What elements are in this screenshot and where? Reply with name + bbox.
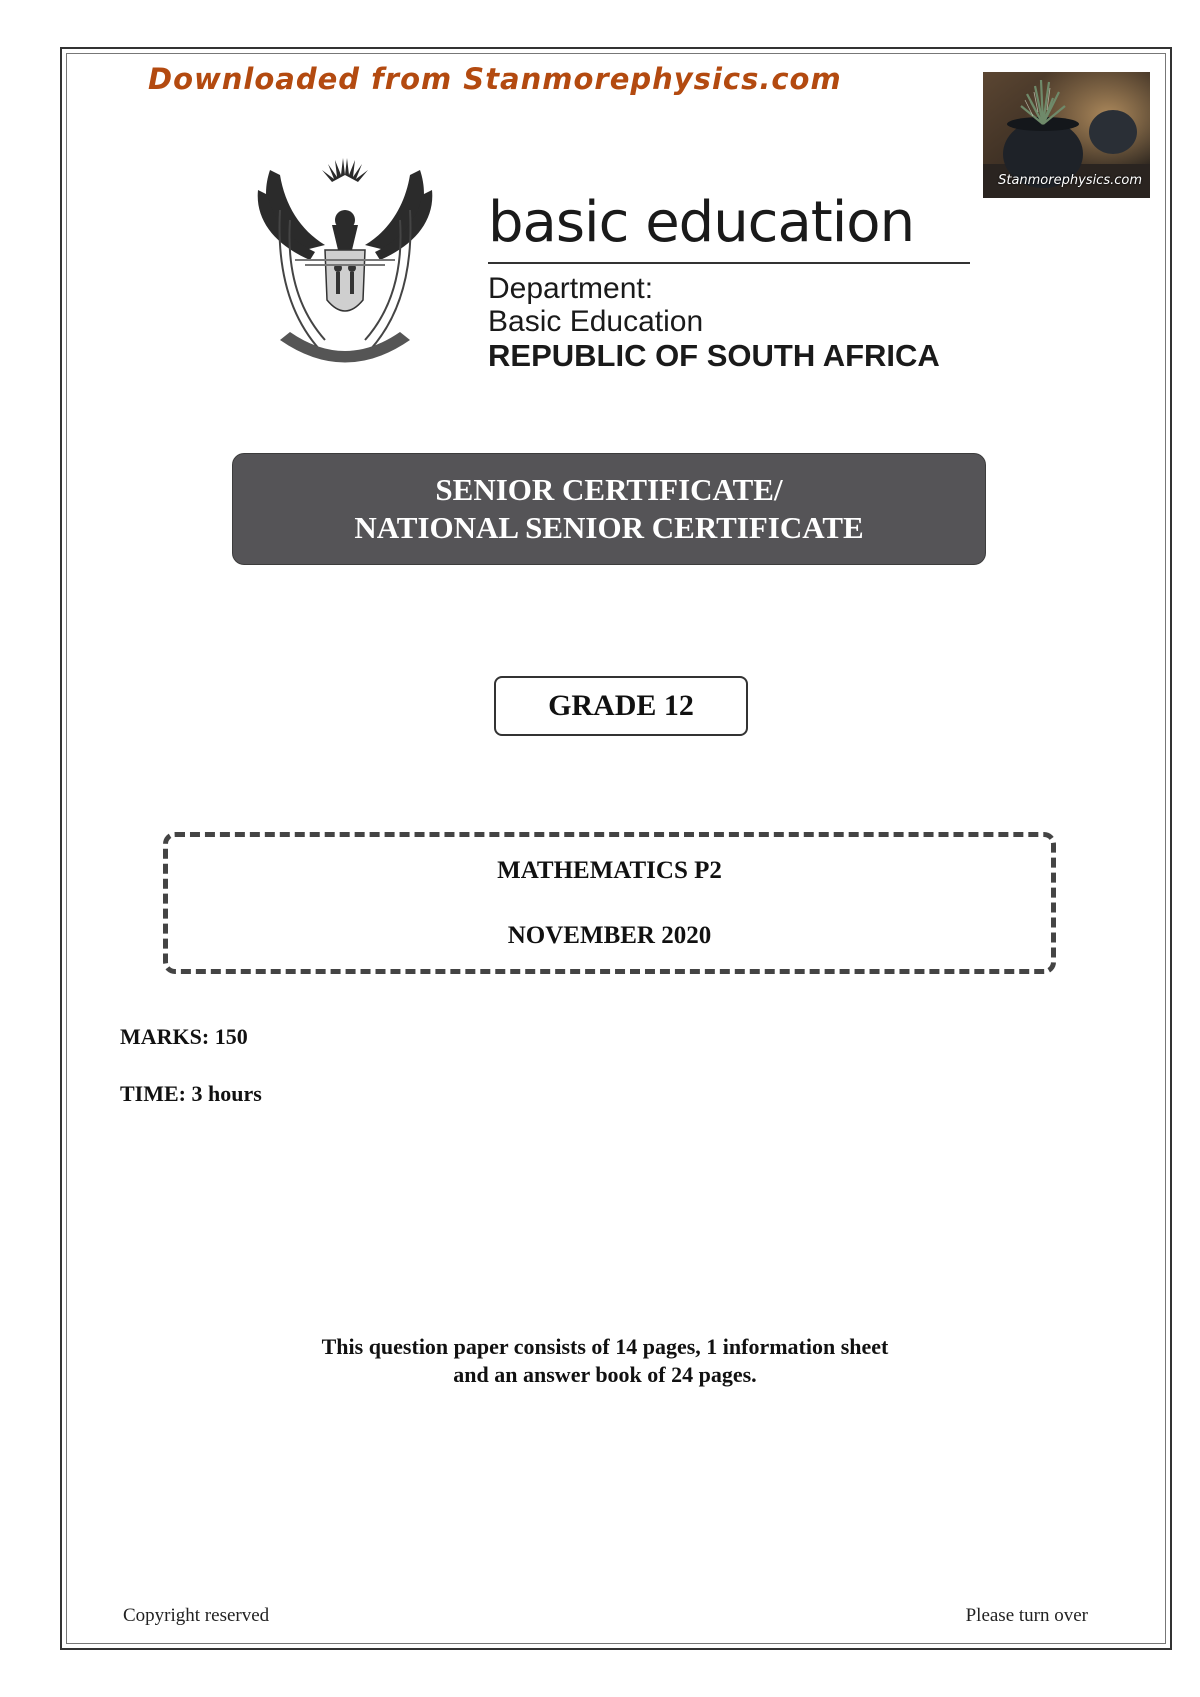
certificate-banner bbox=[232, 453, 986, 565]
time-label: TIME: 3 hours bbox=[120, 1081, 262, 1106]
country-name: REPUBLIC OF SOUTH AFRICA bbox=[488, 338, 940, 373]
south-africa-coat-of-arms-icon bbox=[250, 150, 440, 380]
department-name: Basic Education bbox=[488, 305, 704, 338]
subject-box bbox=[163, 832, 1056, 974]
copyright-footer: Copyright reserved bbox=[123, 1605, 270, 1626]
subject-title: MATHEMATICS P2 bbox=[497, 857, 722, 884]
paper-contents-line-1: This question paper consists of 14 pages, 1 information sheet bbox=[321, 1334, 889, 1359]
grade-label: GRADE 12 bbox=[494, 676, 748, 736]
paper-contents-line-2: and an answer book of 24 pages. bbox=[453, 1362, 757, 1387]
turn-over-footer: Please turn over bbox=[965, 1605, 1088, 1626]
exam-session: NOVEMBER 2020 bbox=[507, 922, 712, 949]
download-watermark: Downloaded from Stanmorephysics.com bbox=[148, 62, 842, 96]
photo-caption: Stanmorephysics.com bbox=[998, 173, 1142, 188]
paper-contents-note bbox=[0, 1333, 1200, 1389]
certificate-line-2: NATIONAL SENIOR CERTIFICATE bbox=[354, 510, 864, 545]
department-label: Department: bbox=[488, 272, 654, 305]
stanmorephysics-photo bbox=[983, 72, 1150, 198]
brand-divider bbox=[488, 262, 970, 264]
marks-label: MARKS: 150 bbox=[120, 1024, 248, 1049]
brand-title: basic education bbox=[488, 190, 915, 255]
certificate-line-1: SENIOR CERTIFICATE/ bbox=[435, 472, 783, 507]
